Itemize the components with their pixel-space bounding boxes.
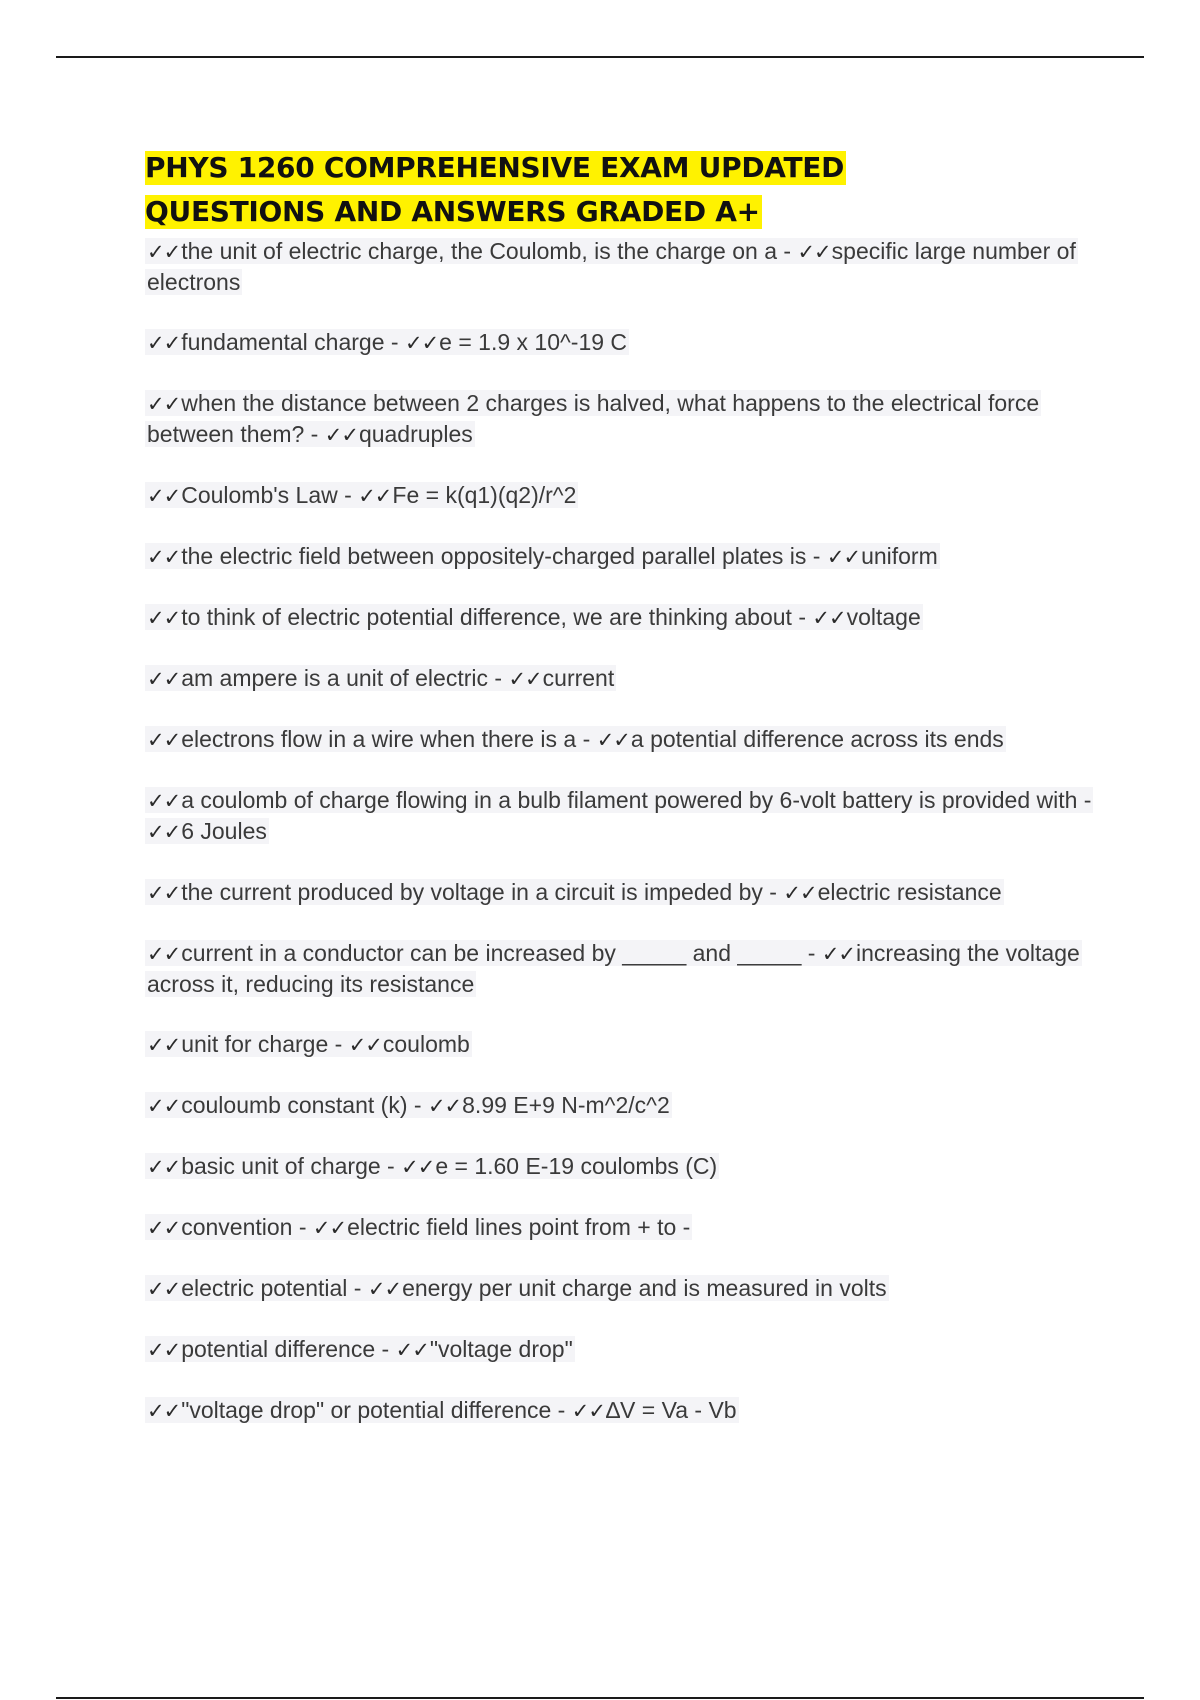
question-text: electric potential: [181, 1275, 348, 1301]
qa-item: [145, 388, 1095, 450]
double-check-icon: ✓✓: [147, 484, 181, 508]
qa-text: [145, 1214, 692, 1240]
double-check-icon: ✓✓: [147, 240, 181, 264]
qa-text: [145, 482, 578, 508]
separator: -: [777, 238, 798, 264]
double-check-icon: ✓✓: [401, 1155, 435, 1179]
answer-text: 6 Joules: [181, 818, 267, 844]
qa-text: [145, 787, 1093, 844]
question-text: convention: [181, 1214, 293, 1240]
answer-text: coulomb: [382, 1031, 470, 1057]
separator: -: [551, 1397, 572, 1423]
question-text: Coulomb's Law: [181, 482, 338, 508]
answer-text: e = 1.60 E-19 coulombs (C): [435, 1153, 718, 1179]
question-text: am ampere is a unit of electric: [181, 665, 488, 691]
qa-item: [145, 541, 1095, 572]
separator: -: [384, 329, 405, 355]
answer-text: "voltage drop": [429, 1336, 573, 1362]
qa-item: [145, 663, 1095, 694]
qa-item: [145, 602, 1095, 633]
separator: -: [806, 543, 827, 569]
double-check-icon: ✓✓: [783, 881, 817, 905]
separator: -: [1077, 787, 1092, 813]
qa-item: [145, 1212, 1095, 1243]
separator: -: [488, 665, 509, 691]
title-line-1: PHYS 1260 COMPREHENSIVE EXAM UPDATED: [145, 151, 845, 184]
double-check-icon: ✓✓: [312, 1216, 347, 1240]
double-check-icon: ✓✓: [147, 392, 181, 416]
qa-item: [145, 1334, 1095, 1365]
separator: -: [380, 1153, 402, 1179]
double-check-icon: ✓✓: [147, 820, 181, 844]
qa-text: [145, 1397, 739, 1423]
qa-text: [145, 604, 923, 630]
separator: -: [576, 726, 597, 752]
answer-text: increasing the voltage across it, reducing its resistance: [147, 940, 1080, 997]
double-check-icon: ✓✓: [147, 728, 181, 752]
qa-item: [145, 327, 1095, 358]
bottom-rule: [56, 1697, 1144, 1699]
double-check-icon: ✓✓: [797, 240, 831, 264]
question-text: "voltage drop" or potential difference: [181, 1397, 552, 1423]
title-line-2: QUESTIONS AND ANSWERS GRADED A+: [145, 195, 760, 228]
separator: -: [292, 1214, 313, 1240]
answer-text: energy per unit charge and is measured in volts: [402, 1275, 887, 1301]
separator: -: [304, 421, 325, 447]
question-text: fundamental charge: [181, 329, 385, 355]
double-check-icon: ✓✓: [147, 331, 181, 355]
question-text: unit for charge: [181, 1031, 329, 1057]
answer-text: voltage: [846, 604, 921, 630]
question-text: electrons flow in a wire when there is a: [181, 726, 577, 752]
double-check-icon: ✓✓: [147, 606, 181, 630]
qa-item: [145, 785, 1095, 847]
double-check-icon: ✓✓: [324, 423, 358, 447]
qa-text: [145, 543, 940, 569]
question-text: current in a conductor can be increased by _____ and _____: [181, 940, 802, 966]
double-check-icon: ✓✓: [147, 789, 181, 813]
double-check-icon: ✓✓: [147, 1216, 181, 1240]
answer-text: Fe = k(q1)(q2)/r^2: [392, 482, 577, 508]
qa-item: [145, 1151, 1095, 1182]
double-check-icon: ✓✓: [147, 667, 181, 691]
answer-text: ∆V = Va - Vb: [605, 1397, 737, 1423]
double-check-icon: ✓✓: [147, 1094, 181, 1118]
double-check-icon: ✓✓: [821, 942, 856, 966]
double-check-icon: ✓✓: [508, 667, 542, 691]
qa-item: [145, 1273, 1095, 1304]
double-check-icon: ✓✓: [404, 331, 439, 355]
qa-text: [145, 665, 616, 691]
double-check-icon: ✓✓: [348, 1033, 382, 1057]
qa-text: [145, 238, 1078, 295]
qa-text: [145, 1153, 719, 1179]
qa-item: [145, 480, 1095, 511]
answer-text: quadruples: [358, 421, 473, 447]
question-text: the electric field between oppositely-charged parallel plates is: [181, 543, 807, 569]
double-check-icon: ✓✓: [147, 881, 181, 905]
answer-text: a potential difference across its ends: [630, 726, 1004, 752]
qa-item: [145, 724, 1095, 755]
double-check-icon: ✓✓: [147, 1399, 181, 1423]
answer-text: uniform: [861, 543, 938, 569]
double-check-icon: ✓✓: [358, 484, 392, 508]
document-title: [145, 146, 1095, 234]
double-check-icon: ✓✓: [367, 1277, 402, 1301]
question-text: when the distance between 2 charges is halved, what happens to the electrical force between them?: [147, 390, 1040, 447]
question-text: the unit of electric charge, the Coulomb, is the charge on a: [181, 238, 777, 264]
separator: -: [801, 940, 822, 966]
separator: -: [337, 482, 359, 508]
question-text: the current produced by voltage in a circuit is impeded by: [181, 879, 763, 905]
qa-item: [145, 938, 1095, 999]
question-text: couloumb constant (k): [181, 1092, 408, 1118]
double-check-icon: ✓✓: [147, 1277, 181, 1301]
answer-text: current: [542, 665, 615, 691]
qa-text: [145, 329, 629, 355]
answer-text: electric resistance: [817, 879, 1002, 905]
double-check-icon: ✓✓: [395, 1338, 429, 1362]
double-check-icon: ✓✓: [812, 606, 846, 630]
qa-text: [145, 940, 1082, 997]
separator: -: [407, 1092, 428, 1118]
separator: -: [791, 604, 813, 630]
question-text: basic unit of charge: [181, 1153, 381, 1179]
qa-item: [145, 1395, 1095, 1426]
double-check-icon: ✓✓: [427, 1094, 462, 1118]
qa-item: [145, 236, 1095, 297]
qa-item: [145, 1090, 1095, 1121]
double-check-icon: ✓✓: [147, 942, 181, 966]
question-text: a coulomb of charge flowing in a bulb filament powered by 6-volt battery is provided with: [181, 787, 1078, 813]
answer-text: electric field lines point from + to -: [347, 1214, 691, 1240]
qa-text: [145, 726, 1006, 752]
top-rule: [56, 56, 1144, 58]
double-check-icon: ✓✓: [571, 1399, 605, 1423]
separator: -: [762, 879, 784, 905]
double-check-icon: ✓✓: [147, 545, 181, 569]
qa-text: [145, 1275, 889, 1301]
question-text: potential difference: [181, 1336, 376, 1362]
double-check-icon: ✓✓: [147, 1033, 181, 1057]
double-check-icon: ✓✓: [826, 545, 861, 569]
qa-text: [145, 390, 1041, 447]
qa-text: [145, 1092, 672, 1118]
double-check-icon: ✓✓: [147, 1155, 181, 1179]
qa-list: [145, 236, 1095, 1426]
separator: -: [347, 1275, 368, 1301]
answer-text: specific large number of electrons: [147, 238, 1076, 295]
qa-item: [145, 1029, 1095, 1060]
separator: -: [328, 1031, 349, 1057]
separator: -: [375, 1336, 396, 1362]
qa-item: [145, 877, 1095, 908]
answer-text: e = 1.9 x 10^-19 C: [439, 329, 628, 355]
document-body: [145, 146, 1095, 1456]
answer-text: 8.99 E+9 N-m^2/c^2: [462, 1092, 670, 1118]
double-check-icon: ✓✓: [596, 728, 630, 752]
double-check-icon: ✓✓: [147, 1338, 181, 1362]
question-text: to think of electric potential difference, we are thinking about: [181, 604, 792, 630]
qa-text: [145, 1336, 575, 1362]
qa-text: [145, 879, 1004, 905]
qa-text: [145, 1031, 472, 1057]
